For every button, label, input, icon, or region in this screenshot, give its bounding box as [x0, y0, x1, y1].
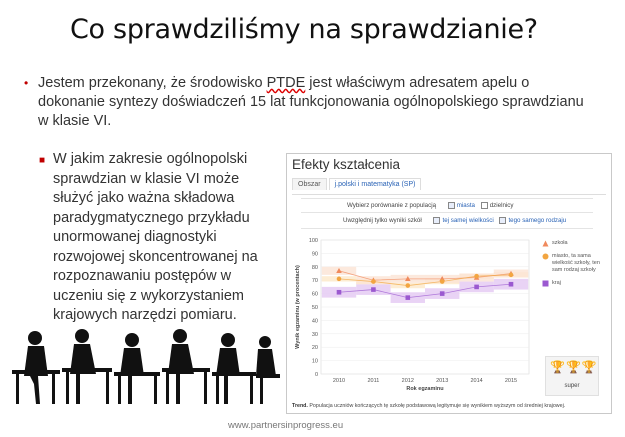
legend-item-kraj	[542, 280, 608, 287]
triangle-marker-icon	[542, 240, 549, 247]
y-tick-label: 10	[311, 358, 318, 365]
data-point	[371, 287, 376, 292]
data-point	[337, 290, 342, 295]
legend-item-szkola	[542, 240, 608, 247]
tab-divider	[292, 194, 606, 195]
x-tick-label: 2012	[401, 378, 414, 384]
compare-row	[347, 202, 513, 209]
x-axis-label: Rok egzaminu	[406, 386, 444, 392]
square-marker-icon	[542, 280, 549, 287]
filter-type-checkbox[interactable]	[499, 217, 506, 224]
results-line-chart	[289, 234, 539, 399]
panel-tabs	[292, 178, 423, 192]
options-divider-top	[301, 198, 593, 199]
data-point	[406, 283, 411, 288]
tab-jpolski-matematyka[interactable]: j.polski i matematyka (SP)	[329, 178, 422, 190]
data-point	[509, 273, 514, 278]
legend-label: szkoła	[552, 240, 568, 246]
data-point	[371, 279, 376, 284]
filter-type-label[interactable]: tego samego rodzaju	[508, 217, 567, 225]
y-axis-label: Wynik egzaminu (w procentach)	[295, 265, 301, 349]
effects-panel	[286, 153, 612, 414]
compare-label: Wybierz porównanie z populacją	[347, 202, 437, 210]
x-tick-label: 2014	[470, 378, 483, 384]
slide-title: Co sprawdziliśmy na sprawdzianie?	[70, 14, 538, 45]
x-tick-label: 2015	[504, 378, 518, 384]
students-silhouette-image	[10, 318, 280, 410]
bullet-1-text-after: jest właściwym adresatem apelu o dokonanie syntezy doświadczeń 15 lat funkcjonowania ogólnopolskiego sprawdzianu w klasie VI.	[38, 75, 584, 129]
y-tick-label: 80	[311, 264, 318, 271]
y-tick-label: 30	[311, 331, 318, 338]
footer-url[interactable]: www.partnersinprogress.eu	[228, 420, 344, 431]
chart-legend	[542, 240, 608, 293]
compare-dzielnicy-checkbox[interactable]	[481, 202, 488, 209]
filter-label: Uwzględnij tylko wyniki szkół	[343, 217, 422, 225]
options-divider-mid	[301, 212, 593, 213]
data-point	[440, 291, 445, 296]
options-divider-bottom	[301, 228, 593, 229]
x-tick-label: 2010	[332, 378, 346, 384]
y-tick-label: 0	[314, 372, 318, 378]
trophy-icon: 🏆🏆🏆	[550, 360, 598, 374]
trend-note	[292, 403, 565, 409]
bullet-marker-square: ■	[39, 155, 46, 166]
y-tick-label: 60	[311, 291, 318, 298]
bullet-2-text: W jakim zakresie ogólnopolski sprawdzian w klasie VI może służyć jako ważna składowa paradygmatycznego przykładu unormowanej diagnostyki rozwojowej skoncentrowanej na rozpoznawaniu postępów w uczeniu się z wykorzystaniem krajowych narzędzi pomiaru.	[53, 151, 258, 323]
y-tick-label: 50	[311, 305, 318, 311]
trend-label: Trend.	[292, 403, 308, 409]
y-tick-label: 100	[308, 238, 318, 244]
y-tick-label: 20	[311, 345, 318, 352]
x-tick-label: 2013	[436, 378, 449, 384]
rating-badge	[545, 356, 599, 396]
data-point	[474, 274, 479, 279]
tab-obszar[interactable]: Obszar	[292, 178, 327, 190]
legend-label: miasto, ta sama wielkość szkoły, ten sam rodzaj szkoły	[552, 253, 600, 273]
legend-label: kraj	[552, 280, 561, 286]
y-tick-label: 90	[311, 251, 318, 258]
data-point	[337, 277, 342, 282]
trend-text: Populacja uczniów kończących tę szkołę podstawową legitymuje się wynikiem wyższym od średniej krajowej.	[309, 403, 566, 409]
compare-miasta-label[interactable]: miasta	[456, 202, 475, 210]
data-point	[474, 285, 479, 290]
bullet-1-ptde: PTDE	[266, 75, 306, 91]
compare-miasta-checkbox[interactable]	[448, 202, 455, 209]
bullet-marker: •	[24, 76, 29, 90]
filter-size-label[interactable]: tej samej wielkości	[442, 217, 494, 225]
data-point	[406, 295, 411, 300]
y-tick-label: 70	[311, 278, 318, 285]
data-point	[509, 282, 514, 287]
filter-row	[343, 217, 566, 224]
filter-size-checkbox[interactable]	[433, 217, 440, 224]
data-point	[440, 279, 445, 284]
bullet-2	[39, 150, 283, 326]
compare-dzielnicy-label[interactable]: dzielnicy	[489, 202, 514, 210]
y-tick-label: 40	[311, 318, 318, 325]
x-tick-label: 2011	[367, 378, 380, 384]
rating-label: super	[564, 383, 580, 389]
panel-title: Efekty kształcenia	[292, 157, 401, 172]
legend-item-miasto	[542, 253, 608, 274]
bullet-1	[24, 74, 598, 131]
bullet-1-text-before: Jestem przekonany, że środowisko	[38, 75, 267, 91]
circle-marker-icon	[542, 253, 549, 260]
